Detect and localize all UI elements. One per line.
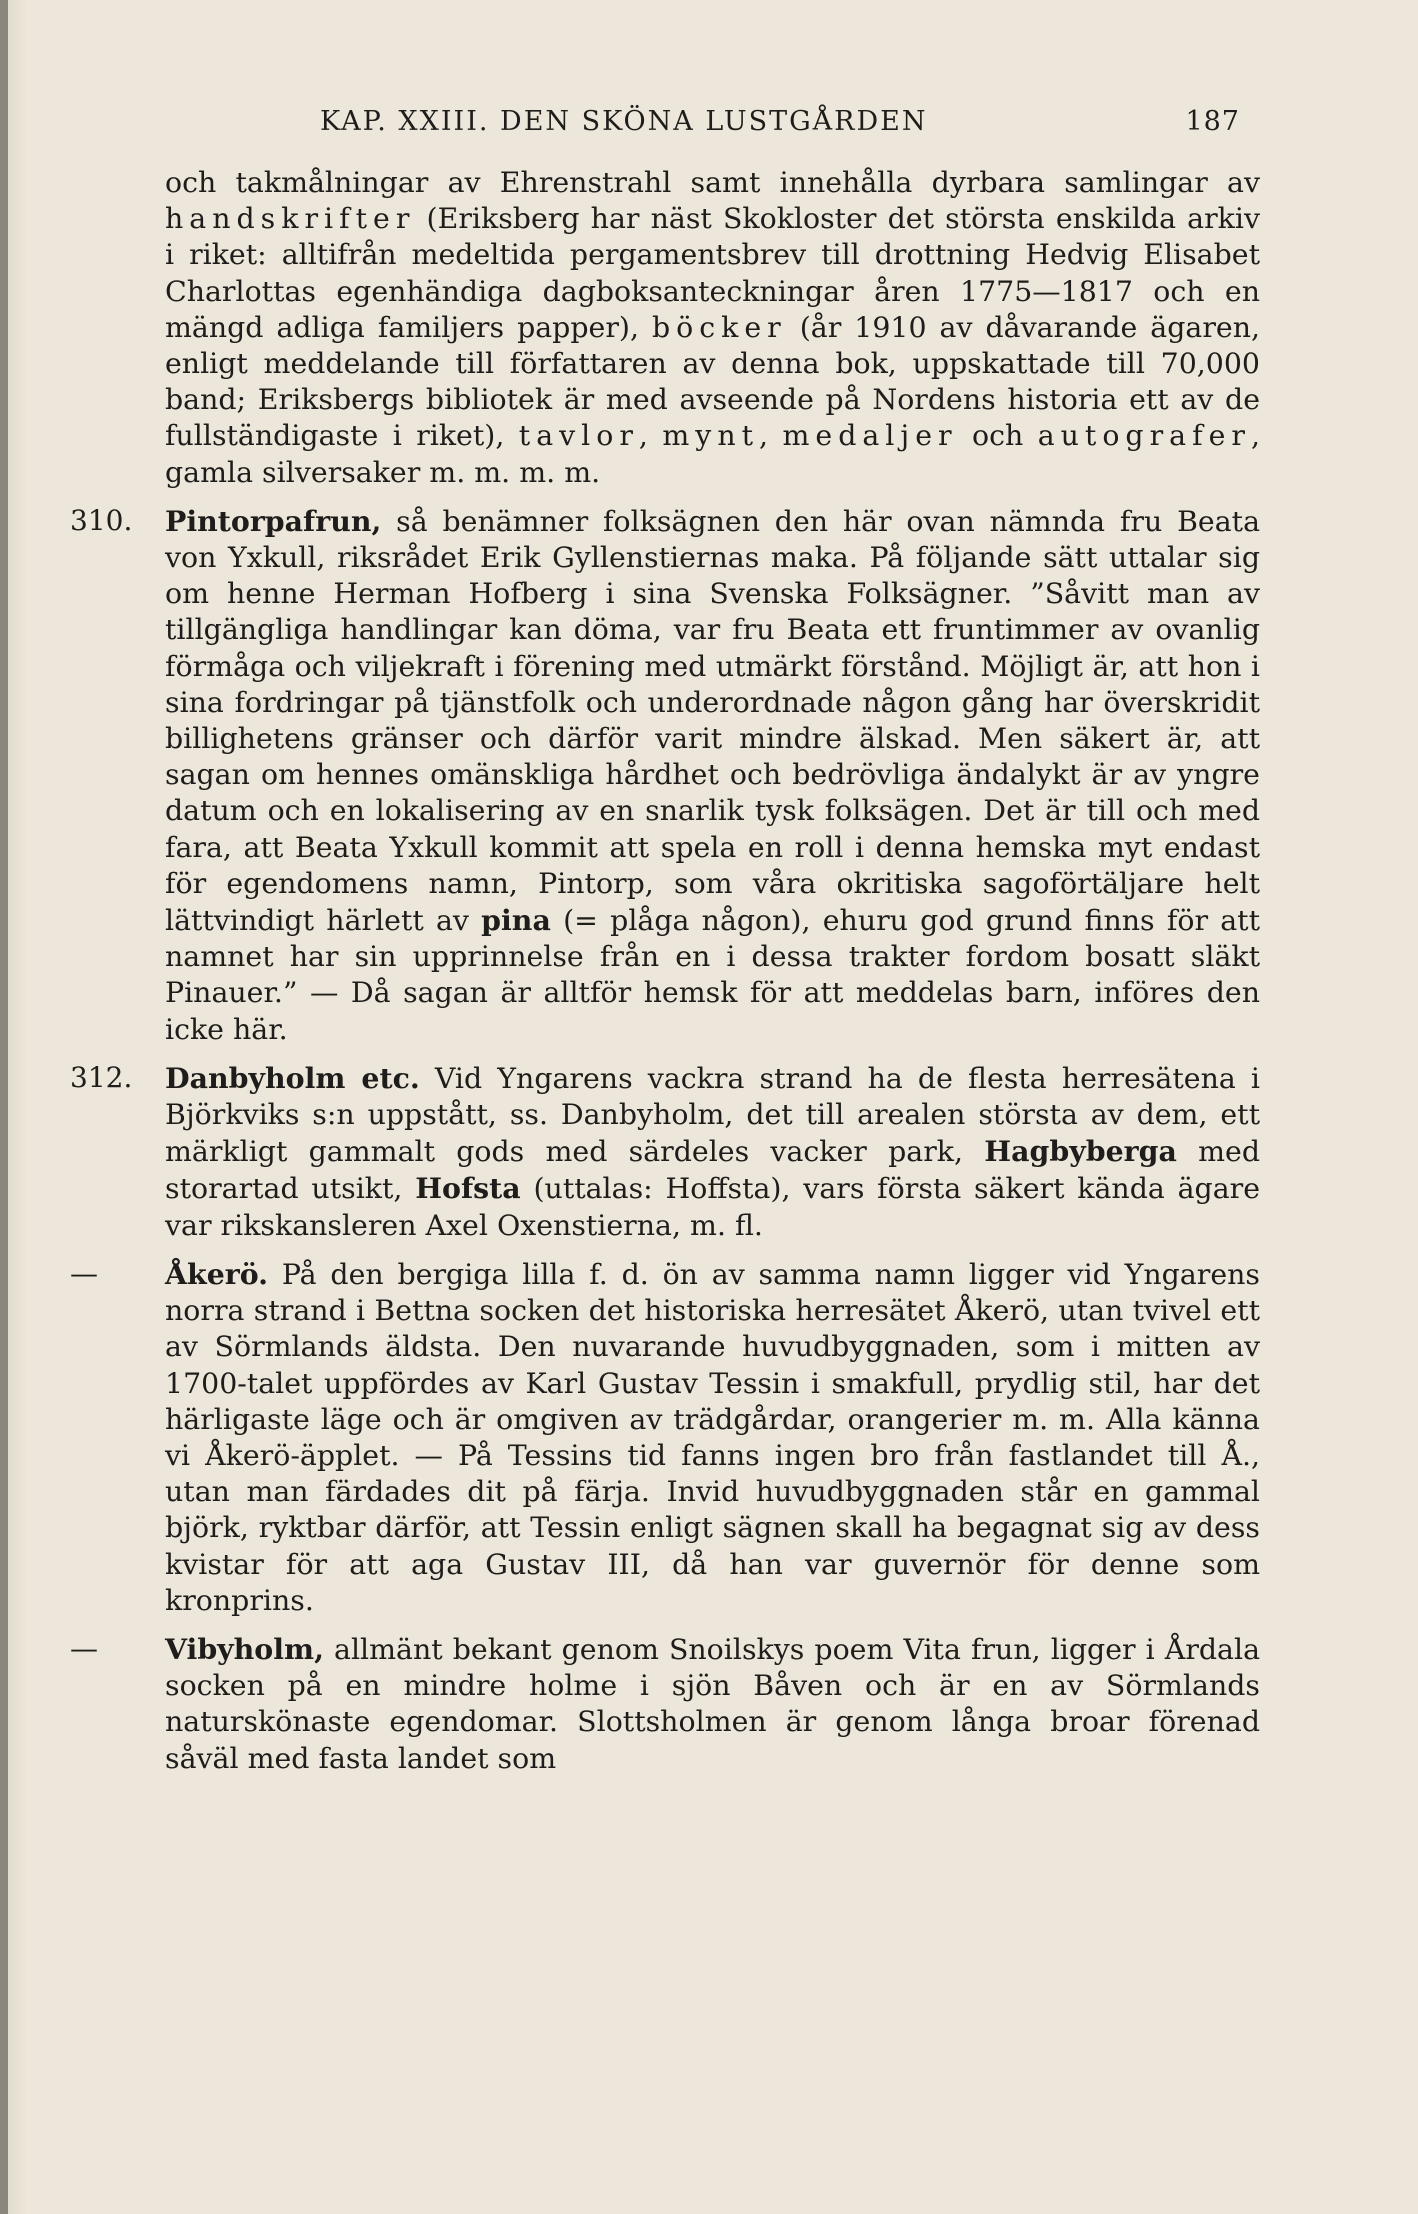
text-run: (uttalas: Hoffsta), vars första säkert kända ägare var rikskansleren Axel Oxenstierna, m. fl. <box>165 1172 1260 1242</box>
page-binding-edge <box>0 0 8 2214</box>
emphasis-text: tavlor <box>518 419 639 453</box>
continuation-paragraph <box>70 165 1260 491</box>
entry-heading: Danbyholm etc. <box>165 1060 420 1095</box>
emphasis-text: böcker <box>651 310 787 344</box>
text-run: , <box>759 419 783 453</box>
text-run: och takmålningar av Ehrenstrahl samt innehålla dyrbara samlingar av <box>165 166 1260 199</box>
entry-312 <box>70 1060 1260 1244</box>
text-run: Vid Yngarens vackra strand ha de flesta herresätena i Björkviks s:n uppstått, ss. Danbyholm, det till arealen största av dem, ett märkligt gammalt gods med särdeles vacker park, <box>165 1061 1260 1169</box>
entry-dash: — <box>70 1631 98 1665</box>
paragraph-text <box>165 165 1260 491</box>
text-run: , <box>638 419 663 453</box>
running-head: KAP. XXIII. DEN SKÖNA LUSTGÅRDEN <box>320 106 928 137</box>
paragraph-text <box>165 503 1260 1048</box>
text-run: , gamla silversaker m. m. m. m. <box>165 419 1260 489</box>
text-run: (Eriksberg har näst Skokloster det största enskilda arkiv i riket: alltifrån medeltida pergamentsbrev till drottning Hedvig Elisabet Charlottas egenhändiga dagboksanteckningar åren 1775—1817 och en mängd adliga familjers papper), <box>165 202 1260 344</box>
entry-vibyholm <box>70 1631 1260 1777</box>
paragraph-text <box>165 1631 1260 1777</box>
page-body <box>70 165 1260 1789</box>
emphasis-text: mynt <box>662 419 760 453</box>
text-run: och <box>957 419 1038 453</box>
entry-310 <box>70 503 1260 1048</box>
bold-term: Hofsta <box>415 1171 521 1206</box>
entry-dash: — <box>70 1256 98 1290</box>
text-run: (= plåga någon), ehuru god grund finns för att namnet har sin upprinnelse från en i dessa trakter fordom bosatt släkt Pinauer.” — Då sagan är alltför hemsk för att meddelas barn, införes den icke här. <box>165 904 1260 1046</box>
page-number: 187 <box>1185 106 1240 137</box>
bold-term: pina <box>481 903 551 938</box>
emphasis-text: medaljer <box>782 419 958 453</box>
entry-heading: Pintorpafrun, <box>165 503 382 538</box>
text-run: På den bergiga lilla f. d. ön av samma namn ligger vid Yngarens norra strand i Bettna socken det historiska herresätet Åkerö, utan tvivel ett av Sörmlands äldsta. Den nuvarande huvudbyggnaden, som i mitten av 1700-talet uppfördes av Karl Gustav Tessin i smakfull, prydlig stil, har det härligaste läge och är omgiven av trädgårdar, orangerier m. m. Alla känna vi Åkerö-äpplet. — På Tessins tid fanns ingen bro från fastlandet till Å., utan man färdades dit på färja. Invid huvudbyggnaden står en gammal björk, ryktbar därför, att Tessin enligt sägnen skall ha begagnat sig av dess kvistar för att aga Gustav III, då han var guvernör för denne som kronprins. <box>165 1257 1260 1617</box>
entry-heading: Åkerö. <box>165 1256 269 1291</box>
emphasis-text: handskrifter <box>165 202 416 236</box>
bold-term: Hagbyberga <box>984 1134 1177 1169</box>
entry-akero <box>70 1256 1260 1619</box>
emphasis-text: autografer <box>1037 419 1251 453</box>
paragraph-text <box>165 1060 1260 1244</box>
paragraph-text <box>165 1256 1260 1619</box>
text-run: med storartad utsikt, <box>165 1135 1261 1206</box>
entry-heading: Vibyholm, <box>165 1631 324 1666</box>
text-run: så benämner folksägnen den här ovan nämnda fru Beata von Yxkull, riksrådet Erik Gyllenstiernas maka. På följande sätt uttalar sig om henne Herman Hofberg i sina Svenska Folksägner. ”Såvitt man av tillgängliga handlingar kan döma, var fru Beata ett fruntimmer av ovanlig förmåga och viljekraft i förening med utmärkt förstånd. Möjligt är, att hon i sina fordringar på tjänstfolk och underordnade någon gång har överskridit billighetens gränser och därför varit mindre älskad. Men säkert är, att sagan om hennes omänskliga hårdhet och bedrövliga ändalykt är av yngre datum och en lokalisering av en snarlik tysk folksägen. Det är till och med fara, att Beata Yxkull kommit att spela en roll i denna hemska myt endast för egendomens namn, Pintorp, som våra okritiska sagoförtäljare helt lättvindigt härlett av <box>165 504 1260 938</box>
text-run: (år 1910 av dåvarande ägaren, enligt meddelande till författaren av denna bok, uppskattade till 70,000 band; Eriksbergs bibliotek är med avseende på Nordens historia ett av de fullständigaste i riket), <box>165 310 1260 453</box>
text-run: allmänt bekant genom Snoilskys poem Vita frun, ligger i Årdala socken på en mindre holme i sjön Båven och är en av Sörmlands naturskönaste egendomar. Slottsholmen är genom långa broar förenad såväl med fasta landet som <box>165 1632 1260 1775</box>
page-header <box>320 106 1240 146</box>
entry-number: 310. <box>70 503 133 537</box>
entry-number: 312. <box>70 1060 133 1094</box>
